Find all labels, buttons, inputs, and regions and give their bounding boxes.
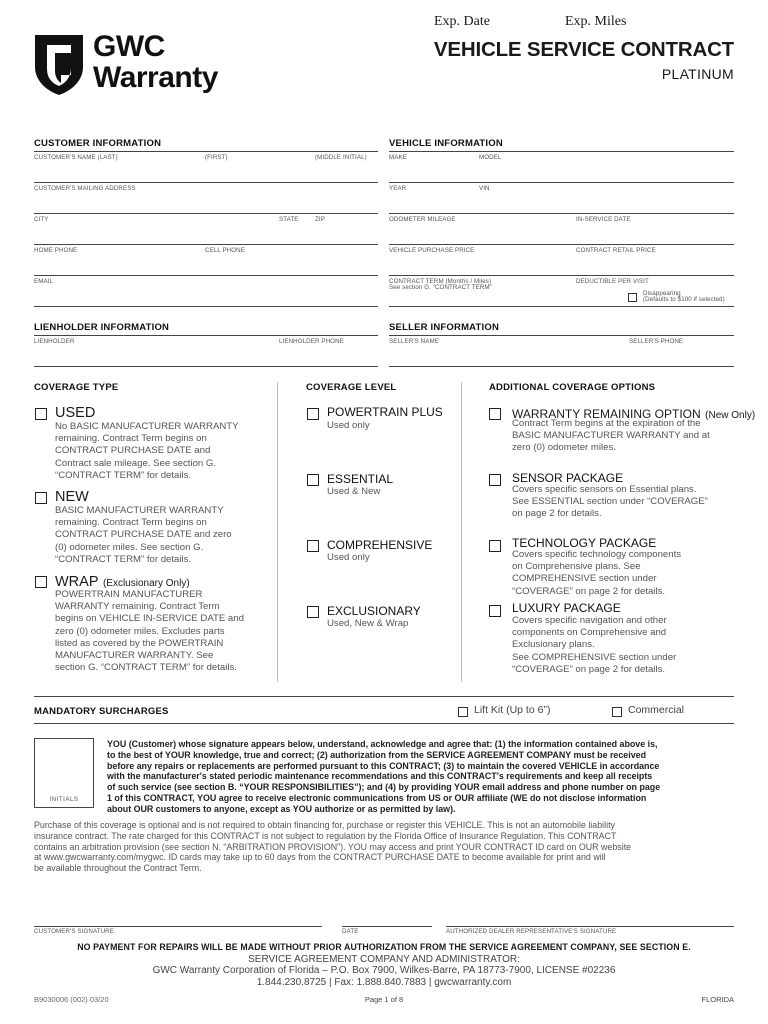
divider <box>34 275 378 276</box>
used-title: USED <box>55 405 96 421</box>
logo-text-warranty: Warranty <box>93 61 218 94</box>
disclosure-text <box>34 820 739 874</box>
divider <box>34 335 378 336</box>
agreement-line: with the manufacturer's stated periodic maintenance recommendations and this CONTRACT's requirements and keep all receipts <box>107 771 653 782</box>
email-field[interactable]: EMAIL <box>34 278 54 285</box>
seller-heading: SELLER INFORMATION <box>389 322 500 333</box>
desc-line: CONTRACT PURCHASE DATE and <box>55 445 211 457</box>
exclusionary-checkbox[interactable] <box>307 606 319 618</box>
essential-checkbox[interactable] <box>307 474 319 486</box>
column-divider <box>461 382 462 682</box>
sensor-package-description <box>512 484 737 521</box>
comprehensive-subtitle: Used only <box>327 552 370 563</box>
divider <box>34 306 378 307</box>
initials-label: INITIALS <box>49 796 79 803</box>
technology-package-description <box>512 549 737 598</box>
form-code: B9030006 (002) 03/20 <box>34 995 109 1004</box>
agreement-text <box>107 739 737 815</box>
divider <box>389 182 734 183</box>
lienholder-field[interactable]: LIENHOLDER <box>34 338 75 345</box>
contract-term-field[interactable]: CONTRACT TERM (Months / Miles) <box>389 278 492 285</box>
commercial-label: Commercial <box>628 704 685 716</box>
warranty-remaining-checkbox[interactable] <box>489 408 501 420</box>
new-description <box>55 505 270 566</box>
divider <box>389 275 734 276</box>
desc-line: zero (0) odometer miles. <box>512 442 616 454</box>
purchase-price-field[interactable]: VEHICLE PURCHASE PRICE <box>389 247 475 254</box>
exp-date-label: Exp. Date <box>434 14 490 29</box>
mandatory-surcharges-heading: MANDATORY SURCHARGES <box>34 706 169 717</box>
desc-line: BASIC MANUFACTURER WARRANTY <box>55 505 224 516</box>
customer-city-field[interactable]: CITY <box>34 216 49 223</box>
divider <box>389 306 734 307</box>
divider <box>34 723 734 724</box>
powertrain-plus-checkbox[interactable] <box>307 408 319 420</box>
desc-line: (0) odometer miles. See section G. <box>55 541 204 553</box>
disclosure-line: contains an arbitration provision (see section N. “ARBITRATION PROVISION”). YOU may access and print YOUR CONTRACT ID card on OUR website <box>34 841 632 852</box>
date-label: DATE <box>342 928 359 935</box>
desc-line: “COVERAGE” on page 2 for details. <box>512 663 666 675</box>
desc-line: BASIC MANUFACTURER WARRANTY and at <box>512 430 710 442</box>
comprehensive-checkbox[interactable] <box>307 540 319 552</box>
desc-line: Covers specific navigation and other <box>512 615 667 626</box>
desc-line: remaining. Contract Term begins on <box>55 517 207 529</box>
disappearing-checkbox[interactable] <box>628 293 637 302</box>
desc-line: Covers specific technology components <box>512 549 682 560</box>
additional-coverage-heading: ADDITIONAL COVERAGE OPTIONS <box>489 382 656 393</box>
divider <box>34 182 378 183</box>
comprehensive-title: COMPREHENSIVE <box>327 538 433 552</box>
desc-line: zero (0) odometer miles. Excludes parts <box>55 625 225 637</box>
lienholder-heading: LIENHOLDER INFORMATION <box>34 322 170 333</box>
luxury-package-checkbox[interactable] <box>489 605 501 617</box>
divider <box>389 151 734 152</box>
desc-line: “COVERAGE” on page 2 for details. <box>512 585 666 597</box>
desc-line: See COMPREHENSIVE section under <box>512 651 677 663</box>
desc-line: POWERTRAIN MANUFACTURER <box>55 589 203 600</box>
warranty-remaining-text: WARRANTY REMAINING OPTION <box>512 407 701 421</box>
warranty-remaining-description <box>512 418 737 455</box>
new-title: NEW <box>55 489 89 505</box>
coverage-type-heading: COVERAGE TYPE <box>34 382 119 393</box>
divider <box>34 366 378 367</box>
desc-line: Contract sale mileage. See section G. <box>55 457 217 469</box>
in-service-date-field[interactable]: IN-SERVICE DATE <box>576 216 631 223</box>
wrap-title-note: (Exclusionary Only) <box>102 578 190 589</box>
divider <box>34 213 378 214</box>
agreement-line: about OUR customers to anyone, except as YOU authorize or as permitted by law). <box>107 803 456 814</box>
customer-zip-field[interactable]: ZIP <box>315 216 325 223</box>
agreement-line: of such service (see section B. “YOUR RESPONSIBILITIES”); and (4) by providing YOUR email address and phone number on page <box>107 782 661 793</box>
desc-line: MANUFACTURER WARRANTY. See <box>55 650 214 662</box>
disclosure-line: be available throughout the Contract Term. <box>34 863 202 874</box>
commercial-checkbox[interactable] <box>612 707 622 717</box>
disclosure-line: insurance contract. The rate charged for this CONTRACT is not subject to regulation by the Florida Office of Insurance Regulation. This CONTRACT <box>34 830 617 841</box>
dealer-signature-line[interactable] <box>446 926 734 927</box>
contact-line: 1.844.230.8725 | Fax: 1.888.840.7883 | gwcwarranty.com <box>256 977 512 988</box>
customer-signature-line[interactable] <box>34 926 322 927</box>
exclusionary-title: EXCLUSIONARY <box>327 604 421 618</box>
exp-miles-label: Exp. Miles <box>565 14 627 29</box>
desc-line: begins on VEHICLE IN-SERVICE DATE and <box>55 613 244 625</box>
new-checkbox[interactable] <box>35 492 47 504</box>
column-divider <box>277 382 278 682</box>
vin-field[interactable]: VIN <box>479 185 490 192</box>
divider <box>389 213 734 214</box>
used-description <box>55 421 270 482</box>
technology-package-checkbox[interactable] <box>489 540 501 552</box>
warranty-remaining-note: (New Only) <box>705 410 756 421</box>
desc-line: Exclusionary plans. <box>512 639 595 651</box>
divider <box>389 244 734 245</box>
customer-middle-initial-field[interactable]: (MIDDLE INITIAL) <box>315 154 367 161</box>
lienholder-phone-field[interactable]: LIENHOLDER PHONE <box>279 338 344 345</box>
year-field[interactable]: YEAR <box>389 185 407 192</box>
desc-line: on page 2 for details. <box>512 508 602 520</box>
desc-line: components on Comprehensive and <box>512 627 667 639</box>
lift-kit-checkbox[interactable] <box>458 707 468 717</box>
company-address-line: GWC Warranty Corporation of Florida – P.O. Box 7900, Wilkes-Barre, PA 18773-7900, LICENSE #02236 <box>152 965 616 976</box>
gwc-logo <box>33 30 243 99</box>
agreement-line: before any repairs or replacements are performed pursuant to this CONTRACT; (3) to maintain the covered VEHICLE in accordance <box>107 760 660 771</box>
logo-text-gwc: GWC <box>93 30 165 63</box>
cell-phone-field[interactable]: CELL PHONE <box>205 247 245 254</box>
wrap-description <box>55 589 275 674</box>
customer-signature-label: CUSTOMER'S SIGNATURE <box>34 928 114 935</box>
luxury-package-title: LUXURY PACKAGE <box>512 601 621 615</box>
desc-line: See ESSENTIAL section under “COVERAGE” <box>512 496 708 508</box>
shield-logo-icon <box>33 33 85 97</box>
wrap-title-text: WRAP <box>55 574 99 590</box>
desc-line: CONTRACT PURCHASE DATE and zero <box>55 529 232 541</box>
disclosure-line: at www.gwcwarranty.com/mygwc. ID cards may take up to 60 days from the CONTRACT PURCHASE DATE to become available for print and will <box>34 852 606 863</box>
contract-term-note: See section G. “CONTRACT TERM” <box>389 284 492 291</box>
customer-info-heading: CUSTOMER INFORMATION <box>34 138 162 149</box>
divider <box>34 151 378 152</box>
desc-line: No BASIC MANUFACTURER WARRANTY <box>55 421 239 432</box>
date-line[interactable] <box>342 926 432 927</box>
desc-line: remaining. Contract Term begins on <box>55 433 207 445</box>
luxury-package-description <box>512 615 737 676</box>
lift-kit-label: Lift Kit (Up to 6”) <box>474 704 551 716</box>
desc-line: “CONTRACT TERM” for details. <box>55 469 192 481</box>
divider <box>34 244 378 245</box>
customer-last-name-field[interactable]: CUSTOMER'S NAME (LAST) <box>34 154 118 161</box>
vehicle-info-heading: VEHICLE INFORMATION <box>389 138 503 149</box>
agreement-line: to the best of YOUR knowledge, true and correct; (2) authorization from the SERVICE AGREEMENT COMPANY must be received <box>107 749 646 760</box>
divider <box>34 696 734 697</box>
contract-title: VEHICLE SERVICE CONTRACT <box>433 38 734 61</box>
agreement-line: YOU (Customer) whose signature appears below, understand, acknowledge and agree that: (1) the information contained above is, <box>107 739 658 749</box>
seller-phone-field[interactable]: SELLER'S PHONE <box>629 338 684 345</box>
customer-first-name-field[interactable]: (FIRST) <box>205 154 228 161</box>
customer-state-field[interactable]: STATE <box>279 216 299 223</box>
powertrain-plus-subtitle: Used only <box>327 420 370 431</box>
seller-name-field[interactable]: SELLER'S NAME <box>389 338 439 345</box>
technology-package-title: TECHNOLOGY PACKAGE <box>512 536 657 550</box>
desc-line: Covers specific sensors on Essential plans. <box>512 484 697 495</box>
disappearing-note: (Defaults to $100 if selected) <box>643 296 725 303</box>
sensor-package-title: SENSOR PACKAGE <box>512 471 624 485</box>
dealer-signature-label: AUTHORIZED DEALER REPRESENTATIVE'S SIGNATURE <box>446 928 617 935</box>
powertrain-plus-title: POWERTRAIN PLUS <box>327 405 443 419</box>
desc-line: section G. “CONTRACT TERM” for details. <box>55 662 237 674</box>
divider <box>389 335 734 336</box>
agreement-line: 1 of this CONTRACT, YOU agree to receive electronic communications from US or OUR affiliate (WE do not disclose information <box>107 792 647 803</box>
essential-title: ESSENTIAL <box>327 472 394 486</box>
wrap-checkbox[interactable] <box>35 576 47 588</box>
home-phone-field[interactable]: HOME PHONE <box>34 247 78 254</box>
exclusionary-subtitle: Used, New & Wrap <box>327 618 409 629</box>
page-number: Page 1 of 8 <box>364 995 404 1004</box>
make-field[interactable]: MAKE <box>389 154 407 161</box>
disclosure-line: Purchase of this coverage is optional and is not required to obtain financing for, purchase or register this VEHICLE. This is not an automobile liability <box>34 820 615 830</box>
coverage-level-heading: COVERAGE LEVEL <box>306 382 397 393</box>
desc-line: listed as covered by the POWERTRAIN <box>55 637 224 649</box>
retail-price-field[interactable]: CONTRACT RETAIL PRICE <box>576 247 656 254</box>
deductible-field[interactable]: DEDUCTIBLE PER VISIT <box>576 278 649 285</box>
administrator-line: SERVICE AGREEMENT COMPANY AND ADMINISTRATOR: <box>248 954 520 965</box>
desc-line: on Comprehensive plans. See <box>512 561 641 573</box>
essential-subtitle: Used & New <box>327 486 381 497</box>
used-checkbox[interactable] <box>35 408 47 420</box>
desc-line: COMPREHENSIVE section under <box>512 573 657 585</box>
desc-line: “CONTRACT TERM” for details. <box>55 553 192 565</box>
model-field[interactable]: MODEL <box>479 154 502 161</box>
customer-address-field[interactable]: CUSTOMER'S MAILING ADDRESS <box>34 185 136 192</box>
odometer-field[interactable]: ODOMETER MILEAGE <box>389 216 456 223</box>
desc-line: WARRANTY remaining. Contract Term <box>55 601 220 613</box>
disappearing-label: Disappearing <box>643 290 681 297</box>
desc-line: Contract Term begins at the expiration of the <box>512 418 701 429</box>
payment-notice: NO PAYMENT FOR REPAIRS WILL BE MADE WITHOUT PRIOR AUTHORIZATION FROM THE SERVICE AGREEMENT COMPANY, SEE SECTION E. <box>77 942 691 952</box>
divider <box>389 366 734 367</box>
sensor-package-checkbox[interactable] <box>489 474 501 486</box>
contract-subtitle: PLATINUM <box>661 66 734 82</box>
state-label: FLORIDA <box>701 995 734 1004</box>
